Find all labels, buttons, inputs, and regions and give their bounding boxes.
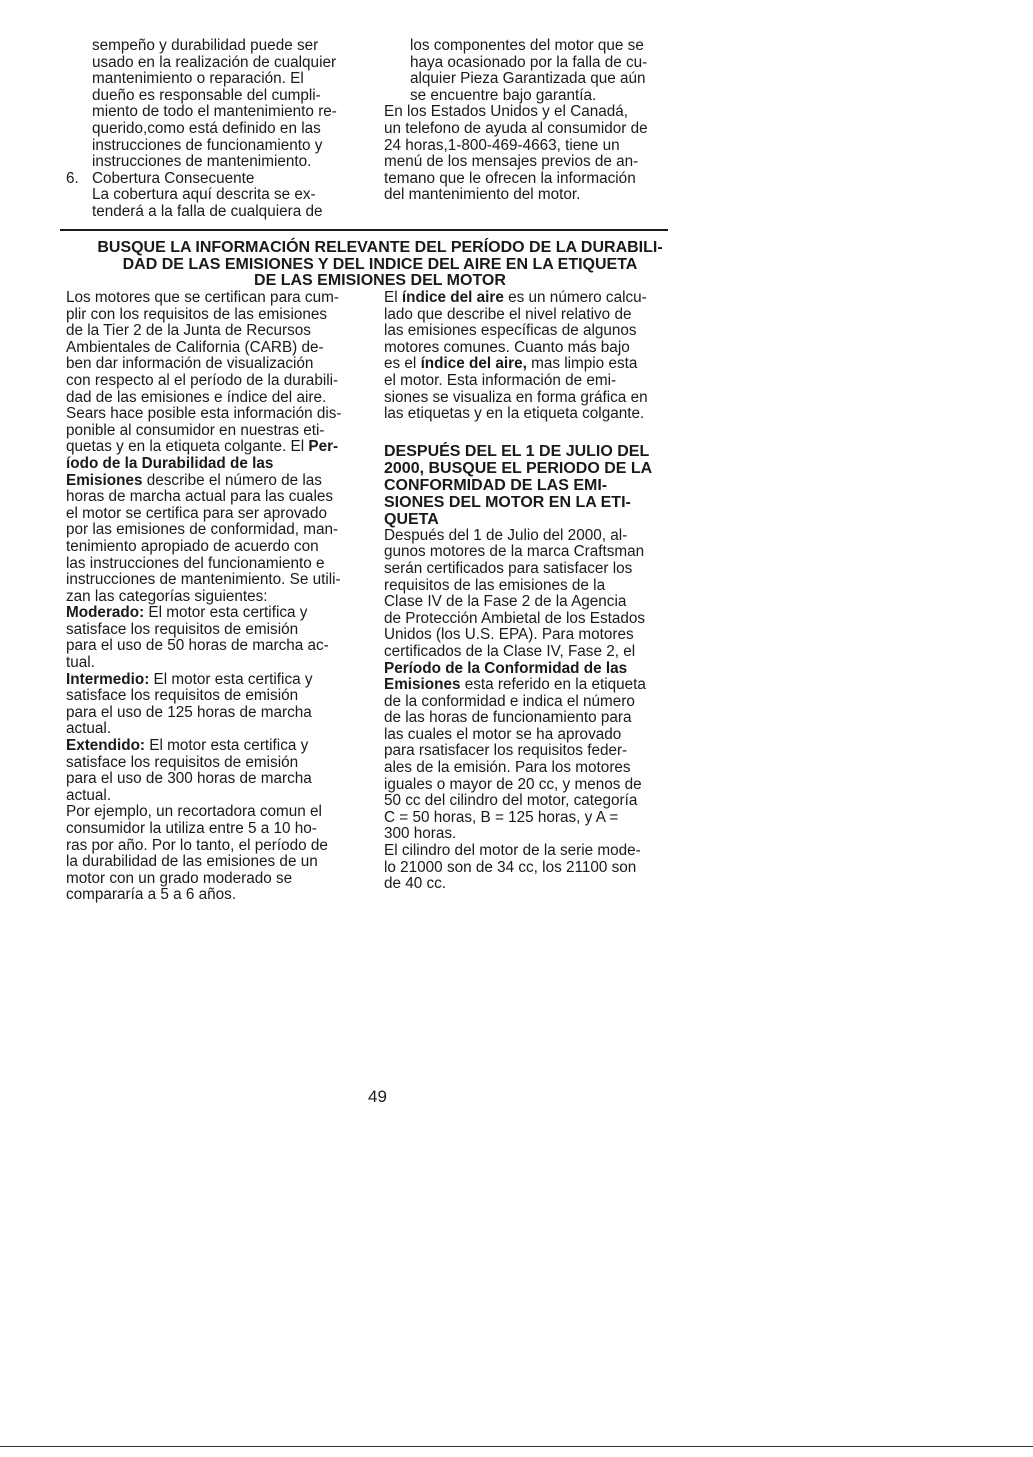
text-line: BUSQUE LA INFORMACIÓN RELEVANTE DEL PERÍODO DE LA DURABILI- <box>97 239 663 256</box>
text-line: mantenimiento o reparación. El <box>92 70 304 88</box>
text-line: ras por año. Por lo tanto, el período de <box>66 836 328 854</box>
text-line: La cobertura aquí descrita se ex- <box>92 186 316 204</box>
text-line: sempeño y durabilidad puede ser <box>92 37 319 54</box>
text-line: plir con los requisitos de las emisiones <box>66 305 328 323</box>
text-line: alquier Pieza Garantizada que aún <box>410 70 646 88</box>
text-line: menú de los mensajes previos de an- <box>384 153 639 171</box>
text-line: 300 horas. <box>384 825 457 843</box>
air-index-line-2: lado que describe el nivel relativo de <box>384 305 632 323</box>
text-line: por las emisiones de conformidad, man- <box>66 521 339 539</box>
moderado-heading: Moderado: El motor esta certifica y <box>66 604 308 622</box>
text-line: compararía a 5 a 6 años. <box>66 886 237 904</box>
text-line: para el uso de 50 horas de marcha ac- <box>66 637 329 655</box>
intermedio-text <box>66 688 366 738</box>
text-line: satisface los requisitos de emisión <box>66 687 299 705</box>
text-line: de Protección Ambietal de los Estados <box>384 609 646 627</box>
text-line: certificados de la Clase IV, Fase 2, el <box>384 642 636 660</box>
text-line: lo 21000 son de 34 cc, los 21100 son <box>384 858 637 876</box>
text-line: 24 horas,1-800-469-4663, tiene un <box>384 136 620 154</box>
item-6-text <box>66 187 366 220</box>
intro-paragraph <box>66 290 366 439</box>
consumer-helpline-paragraph <box>384 104 684 204</box>
text-line: 2000, BUSQUE EL PERIODO DE LA <box>384 459 653 477</box>
text-line: dueño es responsable del cumpli- <box>92 86 321 104</box>
text-line: ales de la emisión. Para los motores <box>384 759 631 777</box>
example-paragraph <box>66 804 366 904</box>
intermedio-heading: Intermedio: El motor esta certifica y <box>66 670 313 688</box>
conformity-paragraph <box>384 528 694 661</box>
extendido-text <box>66 755 366 805</box>
conformity-details <box>384 694 694 893</box>
text-line: la durabilidad de las emisiones de un <box>66 853 318 871</box>
air-index-line-1: El índice del aire es un número calcu- <box>384 289 647 306</box>
text-line: instrucciones de mantenimiento. Se utili- <box>66 571 341 589</box>
extendido-heading: Extendido: El motor esta certifica y <box>66 737 309 755</box>
text-line: satisface los requisitos de emisión <box>66 753 299 771</box>
text-line: las instrucciones del funcionamiento e <box>66 554 325 572</box>
warranty-continuation <box>384 38 684 104</box>
text-line: tenderá a la falla de cualquiera de <box>92 202 323 220</box>
text-line: DE LAS EMISIONES DEL MOTOR <box>254 272 506 290</box>
text-line: con respecto al el período de la durabili- <box>66 371 339 389</box>
conformity-subheading <box>384 443 694 528</box>
text-line: QUETA <box>384 510 439 528</box>
text-line: se encuentre bajo garantía. <box>410 86 597 104</box>
text-line: de la conformidad e indica el número <box>384 692 635 710</box>
categories-paragraph <box>66 489 366 605</box>
text-line: requisitos de las emisiones de la <box>384 576 606 594</box>
text-line: Unidos (los U.S. EPA). Para motores <box>384 626 634 644</box>
text-line: C = 50 horas, B = 125 horas, y A = <box>384 808 619 826</box>
conformity-period-term: Período de la Conformidad de las <box>384 659 628 677</box>
text-line: dad de las emisiones e índice del aire. <box>66 388 327 406</box>
text-line: Después del 1 de Julio del 2000, al- <box>384 526 628 544</box>
text-line: Sears hace posible esta información dis- <box>66 405 342 423</box>
text-line: para el uso de 125 horas de marcha <box>66 703 312 721</box>
text-line: DESPUÉS DEL EL 1 DE JULIO DEL <box>384 442 650 460</box>
text-line: instrucciones de funcionamiento y <box>92 136 323 154</box>
text-line: horas de marcha actual para las cuales <box>66 488 333 506</box>
text-line: zan las categorías siguientes: <box>66 587 268 605</box>
text-line: usado en la realización de cualquier <box>92 53 337 71</box>
item-6-title: 6. Cobertura Consecuente <box>66 169 255 187</box>
text-line: haya ocasionado por la falla de cu- <box>410 53 648 71</box>
text-line: de la Tier 2 de la Junta de Recursos <box>66 322 311 340</box>
page-number: 49 <box>368 1087 387 1106</box>
text-line: satisface los requisitos de emisión <box>66 620 299 638</box>
text-line: ponible al consumidor en nuestras eti- <box>66 421 325 439</box>
bottom-edge-line <box>0 1446 1033 1447</box>
moderado-text <box>66 622 366 672</box>
air-index-line-6: el motor. Esta información de emi- <box>384 371 617 389</box>
right-column <box>384 290 694 893</box>
top-left-column <box>66 38 366 221</box>
text-line: de 40 cc. <box>384 875 447 893</box>
text-line: el motor se certifica para ser aprovado <box>66 504 328 522</box>
text-line: Por ejemplo, un recortadora comun el <box>66 803 322 821</box>
text-line: las cuales el motor se ha aprovado <box>384 725 622 743</box>
text-line: tual. <box>66 654 95 672</box>
text-line: querido,como está definido en las <box>92 119 321 137</box>
text-line: un telefono de ayuda al consumidor de <box>384 119 648 137</box>
text-line: consumidor la utiliza entre 5 a 10 ho- <box>66 820 317 837</box>
text-line: actual. <box>66 786 112 804</box>
text-line: de las horas de funcionamiento para <box>384 709 632 727</box>
text-line: Los motores que se certifican para cum- <box>66 289 339 306</box>
text-line: serán certificados para satisfacer los <box>384 559 633 577</box>
text-line: para el uso de 300 horas de marcha <box>66 770 312 788</box>
left-column <box>66 290 366 904</box>
text-line: DAD DE LAS EMISIONES Y DEL INDICE DEL AIRE EN LA ETIQUETA <box>122 255 638 273</box>
durability-period-term: íodo de la Durabilidad de las <box>66 454 274 472</box>
text-line: Ambientales de California (CARB) de- <box>66 338 324 356</box>
section-heading <box>60 240 700 290</box>
air-index-line-3: las emisiones específicas de algunos <box>384 322 637 340</box>
text-line: temano que le ofrecen la información <box>384 169 636 187</box>
text-line: para rsatisfacer los requisitos feder- <box>384 742 628 760</box>
text-line: El cilindro del motor de la serie mode- <box>384 842 641 860</box>
air-index-line-5: es el índice del aire, mas limpio esta <box>384 355 638 373</box>
text-line: motor con un grado moderado se <box>66 869 293 887</box>
top-right-column <box>384 38 684 204</box>
text-line: actual. <box>66 720 112 738</box>
text-line: En los Estados Unidos y el Canadá, <box>384 103 629 121</box>
emissions-term-line: Emisiones describe el número de las <box>66 471 322 489</box>
text-line: 50 cc del cilindro del motor, categoría <box>384 792 638 810</box>
text-line: los componentes del motor que se <box>410 37 644 54</box>
text-line: iguales o mayor de 20 cc, y menos de <box>384 775 642 793</box>
emissions-label-line: Emisiones esta referido en la etiqueta <box>384 676 646 694</box>
text-line: SIONES DEL MOTOR EN LA ETI- <box>384 493 631 511</box>
text-line: CONFORMIDAD DE LAS EMI- <box>384 476 608 494</box>
warranty-paragraph <box>66 38 366 171</box>
air-index-line-7: siones se visualiza en forma gráfica en <box>384 388 648 406</box>
text-line: instrucciones de mantenimiento. <box>92 153 312 171</box>
text-line: miento de todo el mantenimiento re- <box>92 103 337 121</box>
air-index-line-8: las etiquetas y en la etiqueta colgante. <box>384 405 645 423</box>
text-line: gunos motores de la marca Craftsman <box>384 543 645 561</box>
section-divider <box>60 229 668 231</box>
text-line: tenimiento apropiado de acuerdo con <box>66 537 319 555</box>
text-line: ben dar información de visualización <box>66 355 314 373</box>
durability-period-line: quetas y en la etiqueta colgante. El Per- <box>66 438 339 456</box>
air-index-line-4: motores comunes. Cuanto más bajo <box>384 338 630 356</box>
text-line: del mantenimiento del motor. <box>384 186 581 204</box>
text-line: Clase IV de la Fase 2 de la Agencia <box>384 593 627 611</box>
